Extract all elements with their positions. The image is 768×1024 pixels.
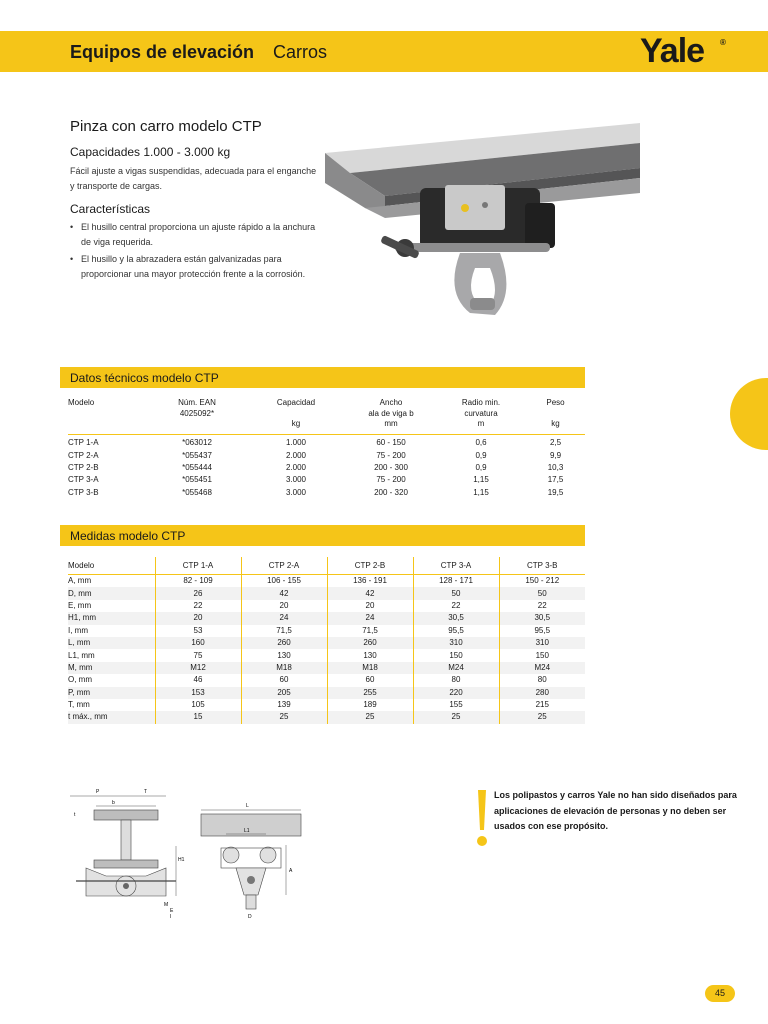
logo-registered-mark: ®: [720, 38, 725, 47]
row-label: t máx., mm: [68, 711, 155, 723]
table-cell: 150: [413, 649, 499, 661]
col-header-ctp2b: CTP 2-B: [327, 557, 413, 575]
page-number: 45: [705, 985, 735, 1002]
table-cell: 160: [155, 637, 241, 649]
table-cell: 25: [241, 711, 327, 723]
side-view-diagram: [66, 786, 196, 926]
table-cell: 26: [155, 587, 241, 599]
table-cell: 150 - 212: [499, 575, 585, 588]
table-header-row: [68, 557, 585, 575]
table-cell: 139: [241, 699, 327, 711]
features-list: [70, 220, 325, 284]
tech-data-table: [68, 398, 585, 499]
table-cell: M24: [499, 662, 585, 674]
col-header-model: Modelo: [68, 557, 155, 575]
table-cell: 30,5: [413, 612, 499, 624]
table-cell: 80: [413, 674, 499, 686]
section-title-tech: Datos técnicos modelo CTP: [70, 371, 219, 385]
bullet-icon: •: [70, 254, 74, 264]
feature-item: • El husillo central proporciona un ajuste rápido a la anchura de viga requerida.: [70, 222, 316, 247]
table-row: [68, 612, 585, 624]
table-cell: 25: [499, 711, 585, 723]
row-label: T, mm: [68, 700, 90, 710]
col-header-width: Ancho ala de viga b mm: [346, 398, 436, 435]
table-row: [68, 674, 585, 686]
exclamation-icon: [475, 790, 489, 848]
table-row: [68, 649, 585, 661]
label-a: A: [289, 868, 293, 874]
table-cell: 22: [155, 600, 241, 612]
table-cell: 53: [155, 625, 241, 637]
col-header-model: Modelo: [68, 398, 148, 435]
table-cell: 22: [413, 600, 499, 612]
table-cell: 20: [327, 600, 413, 612]
table-cell: M12: [155, 662, 241, 674]
table-cell: M18: [241, 662, 327, 674]
label-l1: L1: [244, 828, 250, 834]
label-l: L: [246, 803, 249, 809]
label-t-small: t: [74, 812, 76, 818]
label-d: D: [248, 914, 252, 920]
table-row: [68, 625, 585, 637]
table-cell: 136 - 191: [327, 575, 413, 588]
table-cell: 42: [327, 587, 413, 599]
table-row: CTP 3-B *055468 3.000 200 - 320 1,15 19,5: [68, 487, 564, 497]
row-label: I, mm: [68, 625, 88, 635]
table-cell: 95,5: [413, 625, 499, 637]
table-row: [68, 662, 585, 674]
row-label: P, mm: [68, 687, 155, 699]
section-title-dims: Medidas modelo CTP: [70, 529, 186, 543]
table-cell: 46: [155, 674, 241, 686]
col-header-ctp2a: CTP 2-A: [241, 557, 327, 575]
col-header-ean: Núm. EAN 4025092*: [148, 398, 246, 435]
label-e: E: [170, 908, 174, 914]
table-cell: 24: [327, 612, 413, 624]
col-header-ctp1a: CTP 1-A: [155, 557, 241, 575]
table-cell: 15: [155, 711, 241, 723]
table-cell: M18: [327, 662, 413, 674]
table-cell: 260: [327, 637, 413, 649]
table-cell: 255: [327, 687, 413, 699]
table-cell: 220: [413, 687, 499, 699]
front-view-diagram: [196, 800, 326, 922]
features-heading: Características: [70, 202, 151, 216]
col-header-weight: Peso kg: [526, 398, 585, 435]
product-intro: Fácil ajuste a vigas suspendidas, adecuada para el enganche y transporte de cargas.: [70, 166, 317, 191]
table-row: [68, 687, 585, 699]
table-cell: 153: [155, 687, 241, 699]
table-cell: M24: [413, 662, 499, 674]
table-cell: 205: [241, 687, 327, 699]
table-cell: 95,5: [499, 625, 585, 637]
table-cell: 150: [499, 649, 585, 661]
table-cell: 130: [241, 649, 327, 661]
label-h1: H1: [178, 857, 185, 863]
row-label: M, mm: [68, 662, 155, 674]
table-cell: 105: [155, 699, 241, 711]
row-label: O, mm: [68, 675, 92, 685]
yale-logo: [640, 32, 725, 71]
table-cell: 310: [499, 637, 585, 649]
product-capacities: Capacidades 1.000 - 3.000 kg: [70, 145, 231, 159]
table-cell: 189: [327, 699, 413, 711]
row-label: H1, mm: [68, 612, 155, 624]
col-header-radius: Radio min. curvatura m: [436, 398, 526, 435]
label-p: P: [96, 789, 100, 795]
table-cell: 50: [499, 587, 585, 599]
table-cell: 310: [413, 637, 499, 649]
side-tab-marker: [730, 378, 768, 450]
table-cell: 280: [499, 687, 585, 699]
table-row: [68, 575, 585, 588]
table-cell: 71,5: [241, 625, 327, 637]
bullet-icon: •: [70, 222, 74, 232]
page-subtitle: Carros: [273, 42, 328, 62]
label-m: M: [164, 902, 169, 908]
table-row: [68, 637, 585, 649]
safety-warning: Los polipastos y carros Yale no han sido diseñados para aplicaciones de elevación de personas y no deben ser usados con ese propósito.: [494, 790, 737, 831]
product-title: Pinza con carro modelo CTP: [70, 118, 262, 135]
label-b: b: [112, 800, 115, 806]
table-row: [68, 699, 585, 711]
table-cell: 155: [413, 699, 499, 711]
row-label: A, mm: [68, 576, 92, 586]
table-row: CTP 2-B *055444 2.000 200 - 300 0,9 10,3: [68, 462, 564, 472]
table-cell: 260: [241, 637, 327, 649]
table-cell: 20: [241, 600, 327, 612]
row-label: L1, mm: [68, 650, 95, 660]
row-label: D, mm: [68, 587, 155, 599]
table-cell: 42: [241, 587, 327, 599]
table-cell: 215: [499, 699, 585, 711]
table-cell: 82 - 109: [155, 575, 241, 588]
col-header-ctp3b: CTP 3-B: [499, 557, 585, 575]
table-cell: 130: [327, 649, 413, 661]
label-i: I: [170, 914, 172, 920]
table-cell: 24: [241, 612, 327, 624]
table-cell: 71,5: [327, 625, 413, 637]
table-cell: 106 - 155: [241, 575, 327, 588]
table-cell: 60: [327, 674, 413, 686]
label-t: T: [144, 789, 148, 795]
table-cell: 80: [499, 674, 585, 686]
table-row: CTP 1-A *063012 1.000 60 - 150 0,6 2,5: [68, 438, 562, 448]
table-cell: 75: [155, 649, 241, 661]
table-cell: 128 - 171: [413, 575, 499, 588]
table-cell: 25: [327, 711, 413, 723]
table-cell: 30,5: [499, 612, 585, 624]
product-photo: [325, 93, 640, 325]
table-row: CTP 2-A *055437 2.000 75 - 200 0,9 9,9: [68, 450, 562, 460]
table-row: [68, 587, 585, 599]
table-row: [68, 600, 585, 612]
row-label: L, mm: [68, 637, 155, 649]
col-header-capacity: Capacidad kg: [246, 398, 346, 435]
col-header-ctp3a: CTP 3-A: [413, 557, 499, 575]
table-row: [68, 711, 585, 723]
page-title: Equipos de elevación: [70, 42, 255, 62]
table-cell: 50: [413, 587, 499, 599]
row-label: E, mm: [68, 600, 92, 610]
dimensions-table: [68, 557, 585, 724]
table-cell: 25: [413, 711, 499, 723]
table-row: CTP 3-A *055451 3.000 75 - 200 1,15 17,5: [68, 475, 564, 485]
feature-item: • El husillo y la abrazadera están galvanizadas para proporcionar una mayor protección frente a la corrosión.: [70, 254, 306, 279]
table-cell: 60: [241, 674, 327, 686]
table-cell: 22: [499, 600, 585, 612]
table-cell: 20: [155, 612, 241, 624]
table-header-row: [68, 398, 585, 435]
logo-text: Yale: [640, 32, 705, 70]
